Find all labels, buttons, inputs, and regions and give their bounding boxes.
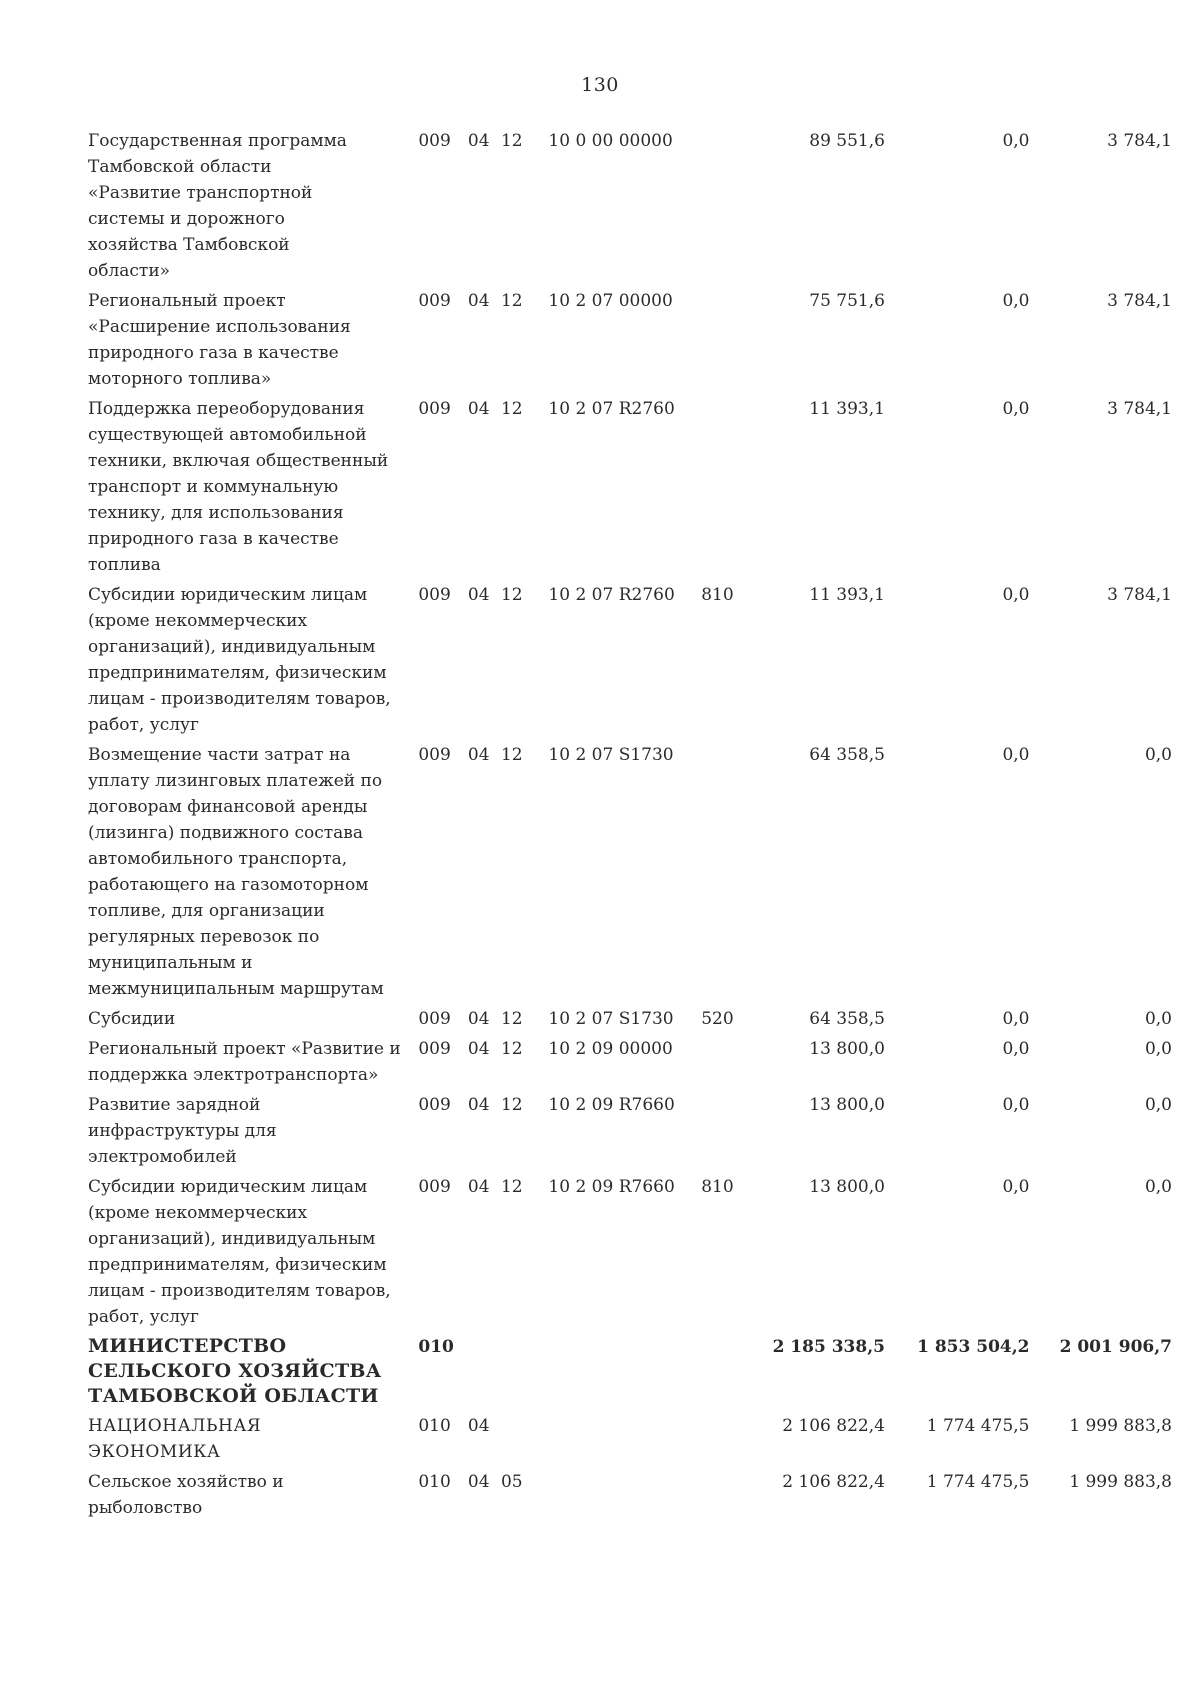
row-ved: 009	[418, 1177, 451, 1197]
table-row	[88, 1334, 1172, 1413]
row-amount-year1: 13 800,0	[809, 1177, 885, 1197]
row-amount-year2: 0,0	[1002, 1009, 1030, 1029]
row-vr	[701, 1334, 763, 1413]
row-amount-year3: 0,0	[1144, 1095, 1172, 1115]
row-ved: 010	[418, 1337, 454, 1357]
row-amount-year1: 89 551,6	[809, 131, 885, 151]
row-vr: 810	[701, 585, 734, 605]
row-amount-year1: 11 393,1	[809, 399, 885, 419]
row-vr: 520	[701, 1009, 734, 1029]
row-pr	[501, 1413, 548, 1469]
row-rz: 04	[467, 585, 490, 605]
row-amount-year2: 0,0	[1002, 399, 1030, 419]
row-amount-year3: 3 784,1	[1107, 585, 1172, 605]
row-vr	[701, 1092, 763, 1174]
row-ved: 009	[418, 745, 451, 765]
row-amount-year3: 0,0	[1144, 1009, 1172, 1029]
row-amount-year1: 75 751,6	[809, 291, 885, 311]
row-amount-year3: 1 999 883,8	[1069, 1472, 1172, 1492]
row-amount-year2: 0,0	[1002, 291, 1030, 311]
table-row	[88, 1036, 1172, 1092]
row-amount-year1: 13 800,0	[809, 1095, 885, 1115]
row-name: Сельское хозяйство и рыболовство	[88, 1472, 284, 1518]
table-row	[88, 1469, 1172, 1525]
row-name: Субсидии юридическим лицам (кроме некоммерческих организаций), индивидуальным предпринимателям, физическим лицам - производителям товаров, работ, услуг	[88, 585, 391, 735]
table-row	[88, 288, 1172, 396]
table-row	[88, 396, 1172, 582]
table-row	[88, 742, 1172, 1006]
table-row	[88, 1092, 1172, 1174]
row-csr: 10 2 07 S1730	[548, 745, 674, 765]
row-rz: 04	[467, 131, 490, 151]
row-amount-year2: 1 774 475,5	[926, 1416, 1030, 1436]
row-rz: 04	[467, 1177, 490, 1197]
row-vr	[701, 1469, 763, 1525]
row-pr: 12	[500, 585, 523, 605]
row-vr	[701, 1413, 763, 1469]
row-amount-year3: 3 784,1	[1107, 131, 1172, 151]
row-rz: 04	[467, 1095, 490, 1115]
row-pr: 05	[500, 1472, 523, 1492]
row-name: Региональный проект «Расширение использования природного газа в качестве моторного топлива»	[88, 291, 351, 389]
row-amount-year1: 2 106 822,4	[782, 1416, 885, 1436]
row-vr	[701, 396, 763, 582]
row-pr: 12	[500, 1039, 523, 1059]
row-csr: 10 2 07 00000	[548, 291, 673, 311]
row-vr	[701, 1036, 763, 1092]
row-amount-year1: 64 358,5	[809, 745, 885, 765]
row-vr	[701, 742, 763, 1006]
row-csr: 10 2 07 S1730	[548, 1009, 674, 1029]
row-csr: 10 2 09 R7660	[548, 1177, 675, 1197]
row-csr	[548, 1413, 701, 1469]
row-amount-year2: 0,0	[1002, 585, 1030, 605]
row-ved: 009	[418, 131, 451, 151]
row-name: Региональный проект «Развитие и поддержка электротранспорта»	[88, 1039, 401, 1085]
row-name: Поддержка переоборудования существующей автомобильной техники, включая общественный транспорт и коммунальную технику, для использования природного газа в качестве топлива	[88, 399, 389, 575]
row-csr	[548, 1469, 701, 1525]
row-amount-year2: 0,0	[1002, 1177, 1030, 1197]
row-amount-year3: 3 784,1	[1107, 399, 1172, 419]
row-pr: 12	[500, 291, 523, 311]
row-amount-year1: 2 106 822,4	[782, 1472, 885, 1492]
row-amount-year1: 11 393,1	[809, 585, 885, 605]
row-rz: 04	[467, 1039, 490, 1059]
row-pr: 12	[500, 131, 523, 151]
row-rz: 04	[467, 745, 490, 765]
row-rz: 04	[467, 399, 490, 419]
row-amount-year1: 2 185 338,5	[772, 1337, 885, 1357]
row-amount-year1: 13 800,0	[809, 1039, 885, 1059]
row-name: НАЦИОНАЛЬНАЯ ЭКОНОМИКА	[88, 1416, 262, 1462]
row-amount-year2: 0,0	[1002, 1095, 1030, 1115]
row-amount-year2: 0,0	[1002, 131, 1030, 151]
row-vr	[701, 128, 763, 288]
row-rz	[468, 1334, 501, 1413]
row-pr: 12	[500, 1095, 523, 1115]
row-amount-year2: 1 853 504,2	[917, 1337, 1030, 1357]
page-number: 130	[581, 74, 619, 96]
row-amount-year3: 0,0	[1144, 745, 1172, 765]
row-ved: 009	[418, 399, 451, 419]
row-csr: 10 2 07 R2760	[548, 585, 675, 605]
row-ved: 009	[418, 585, 451, 605]
row-ved: 010	[418, 1472, 451, 1492]
row-name: Возмещение части затрат на уплату лизинговых платежей по договорам финансовой аренды (лизинга) подвижного состава автомобильного транспорта, работающего на газомоторном топливе, для организации регулярных перевозок по муниципальным и межмуниципальным маршрутам	[88, 745, 384, 999]
table-row	[88, 1006, 1172, 1036]
row-amount-year3: 1 999 883,8	[1069, 1416, 1172, 1436]
table-row	[88, 582, 1172, 742]
row-amount-year3: 2 001 906,7	[1059, 1337, 1172, 1357]
row-amount-year2: 0,0	[1002, 745, 1030, 765]
row-rz: 04	[467, 1472, 490, 1492]
row-amount-year3: 0,0	[1144, 1039, 1172, 1059]
row-pr: 12	[500, 399, 523, 419]
row-ved: 009	[418, 1009, 451, 1029]
budget-table	[88, 128, 1172, 1525]
row-pr: 12	[500, 1009, 523, 1029]
row-amount-year1: 64 358,5	[809, 1009, 885, 1029]
row-vr	[701, 288, 763, 396]
table-row	[88, 1174, 1172, 1334]
row-name: Государственная программа Тамбовской области «Развитие транспортной системы и дорожного хозяйства Тамбовской области»	[88, 131, 347, 281]
table-row	[88, 128, 1172, 288]
row-name: Субсидии юридическим лицам (кроме некоммерческих организаций), индивидуальным предпринимателям, физическим лицам - производителям товаров, работ, услуг	[88, 1177, 391, 1327]
row-amount-year3: 0,0	[1144, 1177, 1172, 1197]
row-name: Развитие зарядной инфраструктуры для электромобилей	[88, 1095, 277, 1167]
row-rz: 04	[467, 1009, 490, 1029]
row-pr: 12	[500, 745, 523, 765]
row-pr	[501, 1334, 548, 1413]
row-csr: 10 2 07 R2760	[548, 399, 675, 419]
row-ved: 009	[418, 1095, 451, 1115]
row-rz: 04	[467, 1416, 490, 1436]
row-name: МИНИСТЕРСТВО СЕЛЬСКОГО ХОЗЯЙСТВА ТАМБОВСКОЙ ОБЛАСТИ	[88, 1335, 382, 1407]
row-amount-year2: 0,0	[1002, 1039, 1030, 1059]
table-row	[88, 1413, 1172, 1469]
row-rz: 04	[467, 291, 490, 311]
row-csr: 10 2 09 R7660	[548, 1095, 675, 1115]
row-name: Субсидии	[88, 1009, 176, 1029]
row-csr: 10 0 00 00000	[548, 131, 673, 151]
row-ved: 009	[418, 1039, 451, 1059]
row-ved: 010	[418, 1416, 451, 1436]
row-csr: 10 2 09 00000	[548, 1039, 673, 1059]
row-ved: 009	[418, 291, 451, 311]
row-pr: 12	[500, 1177, 523, 1197]
row-vr: 810	[701, 1177, 734, 1197]
row-csr	[548, 1334, 701, 1413]
row-amount-year2: 1 774 475,5	[926, 1472, 1030, 1492]
row-amount-year3: 3 784,1	[1107, 291, 1172, 311]
